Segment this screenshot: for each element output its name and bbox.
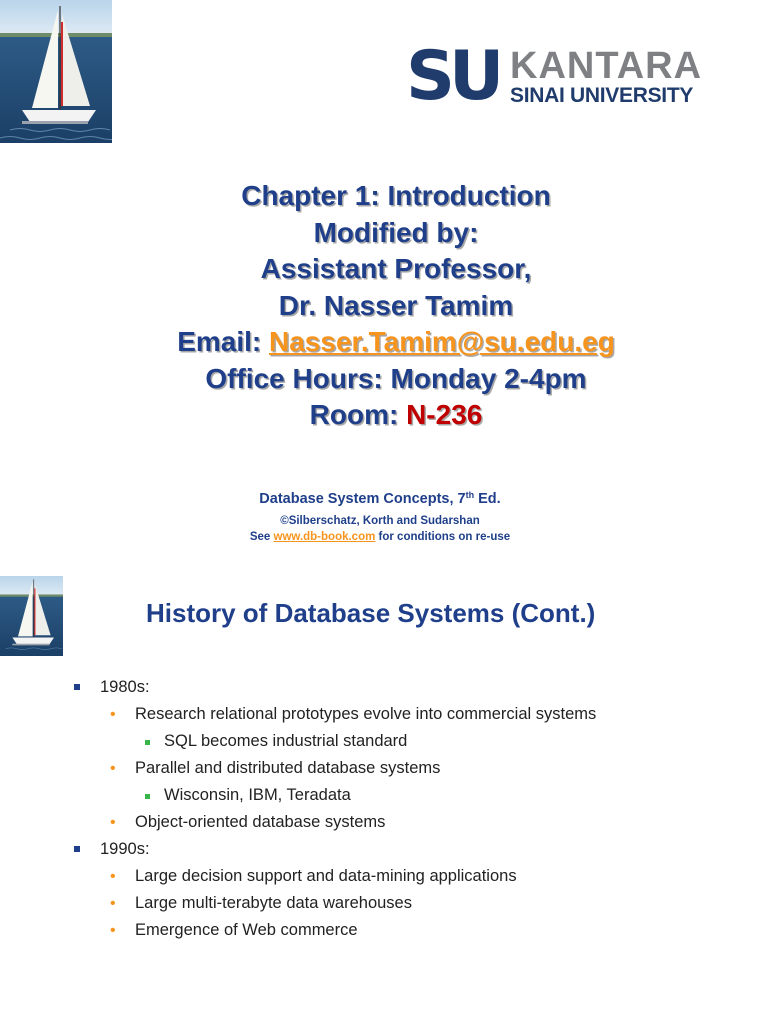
dot-bullet-icon: • (110, 706, 116, 723)
list-item-text: Research relational prototypes evolve into commercial systems (135, 705, 597, 723)
small-square-bullet-icon (145, 740, 150, 745)
book-credits (0, 484, 760, 545)
book-name: Database System Concepts, 7 (259, 491, 466, 507)
small-square-bullet-icon (145, 794, 150, 799)
copyright: ©Silberschatz, Korth and Sudarshan (280, 515, 480, 527)
conditions-text: for conditions on re-use (375, 531, 511, 543)
title-block (0, 178, 768, 434)
list-item (0, 728, 768, 755)
sailboat-image (0, 576, 63, 656)
list-item-text: Large multi-terabyte data warehouses (135, 894, 412, 912)
author-name: Dr. Nasser Tamim (278, 289, 514, 321)
list-item (0, 701, 768, 728)
list-item (0, 890, 768, 917)
list-item-text: 1990s: (100, 840, 150, 858)
list-item (0, 782, 768, 809)
list-item (0, 755, 768, 782)
email-label: Email: (177, 326, 269, 357)
book-title (0, 484, 760, 510)
list-item-text: Emergence of Web commerce (135, 921, 358, 939)
dot-bullet-icon: • (110, 895, 116, 912)
list-item-text: 1980s: (100, 678, 150, 696)
db-book-link[interactable]: www.db-book.com (273, 531, 376, 543)
logo-su: SU (406, 37, 499, 116)
room-number: N-236 (406, 399, 483, 430)
see-text: See (249, 531, 274, 543)
book-period: . (496, 491, 501, 507)
university-logo (406, 37, 716, 116)
list-item-text: Object-oriented database systems (135, 813, 386, 831)
email-line (0, 324, 768, 361)
modified-by: Modified by: (313, 216, 479, 248)
bullet-list (0, 674, 768, 944)
logo-kantara: KANTARA (510, 45, 703, 87)
list-item (0, 674, 768, 701)
sailboat-image (0, 0, 112, 143)
list-item-text: Large decision support and data-mining applications (135, 867, 517, 885)
dot-bullet-icon: • (110, 922, 116, 939)
dot-bullet-icon: • (110, 760, 116, 777)
edition-suffix: Ed (474, 491, 497, 507)
chapter-title: Chapter 1: Introduction (241, 180, 551, 211)
edition-sup: th (465, 490, 475, 500)
room-label: Room: (309, 399, 407, 430)
list-item (0, 917, 768, 944)
history-slide (0, 576, 768, 1024)
email-link[interactable]: Nasser.Tamim@su.edu.eg (269, 326, 615, 357)
list-item-text: Wisconsin, IBM, Teradata (164, 786, 351, 804)
list-item-text: SQL becomes industrial standard (164, 732, 408, 750)
list-item-text: Parallel and distributed database systems (135, 759, 441, 777)
slide-title: History of Database Systems (Cont.) (146, 598, 596, 628)
square-bullet-icon (74, 846, 80, 852)
dot-bullet-icon: • (110, 814, 116, 831)
author-position: Assistant Professor, (260, 253, 532, 284)
list-item (0, 809, 768, 836)
list-item (0, 836, 768, 863)
dot-bullet-icon: • (110, 868, 116, 885)
list-item (0, 863, 768, 890)
logo-sinai-university: SINAI UNIVERSITY (510, 84, 694, 107)
square-bullet-icon (74, 684, 80, 690)
room-line (0, 397, 768, 434)
reuse-notice (0, 529, 760, 545)
office-hours: Office Hours: Monday 2-4pm (205, 362, 587, 394)
